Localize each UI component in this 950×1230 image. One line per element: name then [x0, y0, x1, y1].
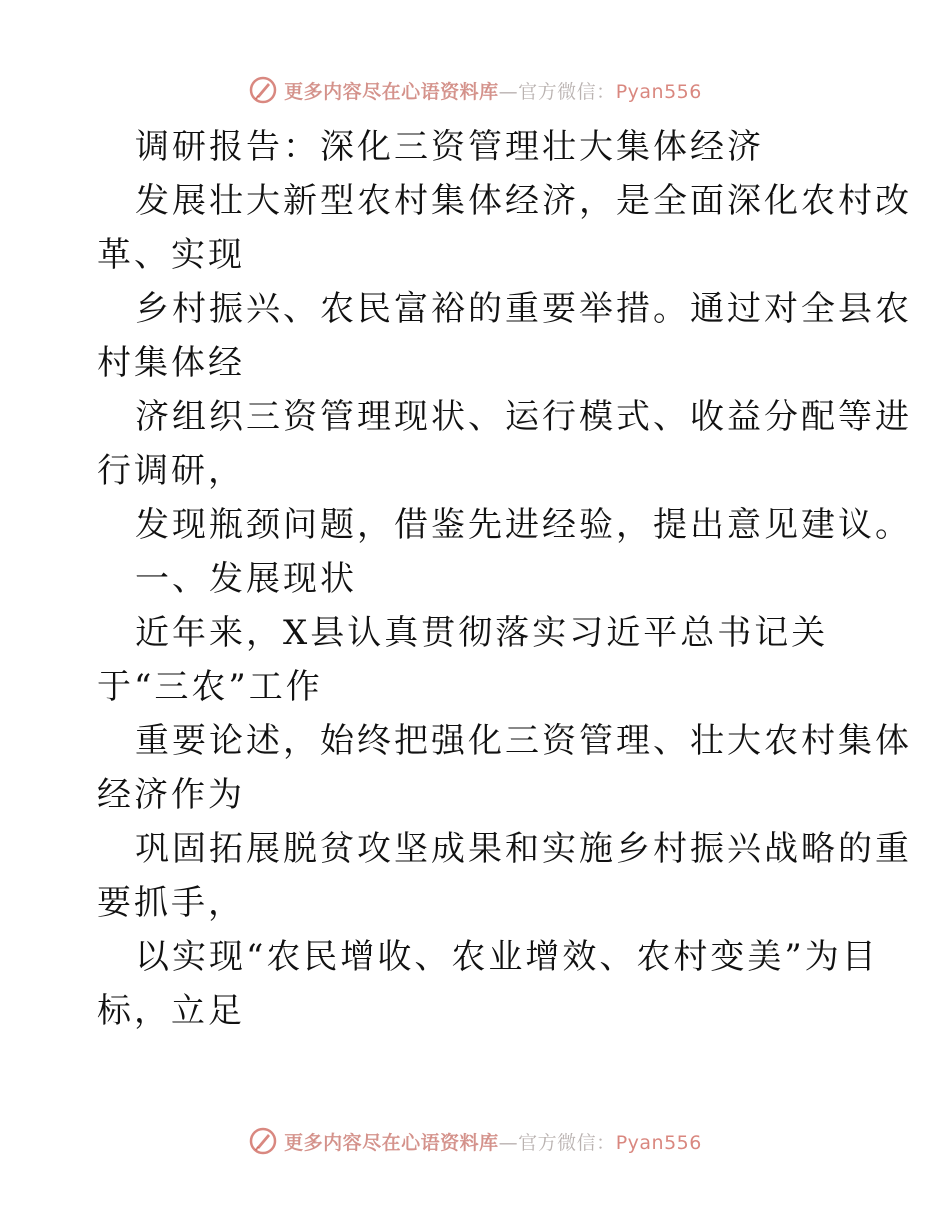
- doc-line: 济组织三资管理现状、运行模式、收益分配等进: [135, 397, 912, 437]
- section-heading: 一、发展现状: [135, 559, 357, 599]
- doc-line: 于“三农”工作: [97, 667, 323, 707]
- banner-text: [284, 77, 702, 104]
- doc-line: 行调研，: [97, 451, 245, 491]
- footer-watermark-banner: [0, 1121, 950, 1161]
- doc-line: 革、实现: [97, 235, 245, 275]
- banner-lead-text: 更多内容尽在心语资料库: [284, 1131, 499, 1154]
- banner-official-text: —官方微信：: [498, 80, 616, 103]
- banner-text: [284, 1128, 702, 1155]
- banner-lead-text: 更多内容尽在心语资料库: [284, 80, 499, 103]
- doc-line: 重要论述，始终把强化三资管理、壮大农村集体: [135, 721, 912, 761]
- doc-line: 发展壮大新型农村集体经济，是全面深化农村改: [135, 181, 912, 221]
- document-body: [97, 120, 912, 1038]
- quill-logo-icon: [248, 75, 278, 105]
- doc-line: 发现瓶颈问题，借鉴先进经验，提出意见建议。: [135, 505, 912, 545]
- doc-line: 标，立足: [97, 991, 245, 1031]
- doc-line: 经济作为: [97, 775, 245, 815]
- quill-logo-icon: [248, 1126, 278, 1156]
- header-watermark-banner: [0, 70, 950, 110]
- doc-line: 村集体经: [97, 343, 245, 383]
- doc-line: 以实现“农民增收、农业增效、农村变美”为目: [135, 937, 879, 977]
- doc-line: 近年来，X县认真贯彻落实习近平总书记关: [135, 613, 829, 653]
- doc-line: 乡村振兴、农民富裕的重要举措。通过对全县农: [135, 289, 912, 329]
- banner-official-text: —官方微信：: [498, 1131, 616, 1154]
- doc-title: 调研报告：深化三资管理壮大集体经济: [135, 127, 764, 167]
- banner-wechat-id: Pyan556: [615, 80, 702, 103]
- banner-wechat-id: Pyan556: [615, 1131, 702, 1154]
- doc-line: 巩固拓展脱贫攻坚成果和实施乡村振兴战略的重: [135, 829, 912, 869]
- doc-line: 要抓手，: [97, 883, 245, 923]
